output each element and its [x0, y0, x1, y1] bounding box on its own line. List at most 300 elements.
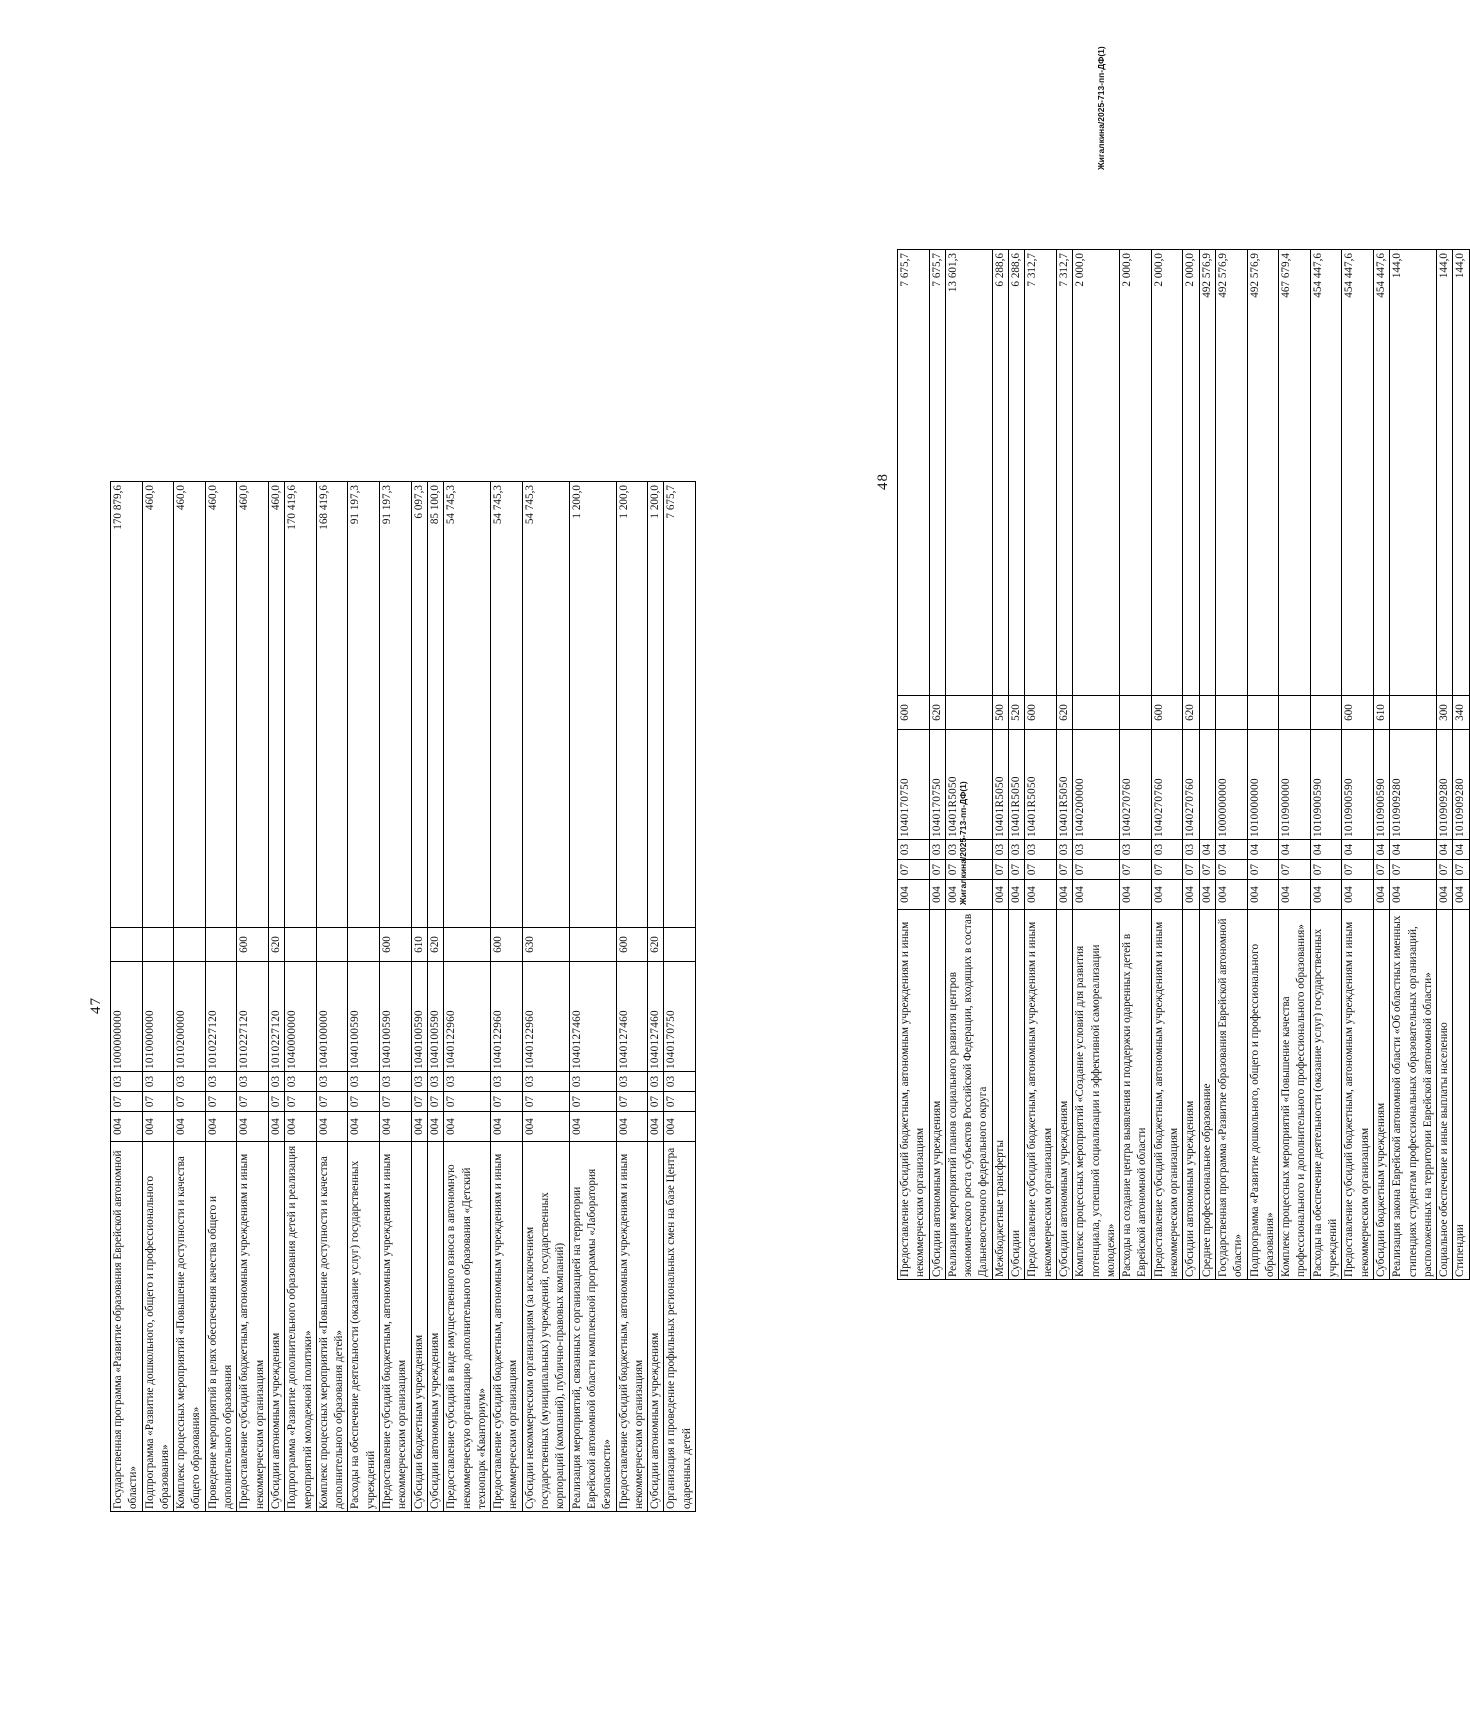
row-vr-cell: 600	[491, 928, 523, 962]
row-name-cell: Реализация мероприятий планов социального развития центров экономического роста субъектов Российской Федерации, входящих в состав Дальневосточного федерального округа	[945, 910, 992, 1280]
budget-table-body	[111, 482, 696, 1512]
row-csr-cell: 1010000000	[142, 962, 174, 1072]
table-row	[1342, 250, 1374, 1280]
row-pr-cell: 03	[1183, 840, 1199, 860]
row-vr-cell: 610	[1373, 696, 1389, 730]
row-name-cell: Подпрограмма «Развитие дошкольного, общего и профессионального образования»	[142, 1142, 174, 1512]
row-csr-cell: 1000000000	[1215, 730, 1247, 840]
row-vr-cell	[1247, 696, 1279, 730]
row-rz-cell: 07	[616, 1092, 648, 1112]
row-rz-cell: 07	[1183, 860, 1199, 880]
row-vr-cell: 610	[411, 928, 427, 962]
row-rz-cell: 07	[142, 1092, 174, 1112]
page-number: 48	[875, 473, 891, 490]
row-rz-cell: 07	[1215, 860, 1247, 880]
row-name-cell: Подпрограмма «Развитие дошкольного, общего и профессионального образования»	[1247, 910, 1279, 1280]
table-row	[992, 250, 1008, 1280]
row-gr-cell: 004	[427, 1112, 443, 1142]
row-vr-cell: 620	[427, 928, 443, 962]
row-vr-cell	[444, 928, 491, 962]
row-name-cell: Предоставление субсидий бюджетным, автономным учреждениям и иным некоммерческим организациям	[898, 910, 930, 1280]
row-rz-cell: 07	[427, 1092, 443, 1112]
row-gr-cell: 004	[1025, 880, 1057, 910]
row-pr-cell: 04	[1453, 840, 1469, 860]
table-row	[569, 482, 616, 1512]
row-vr-cell: 620	[268, 928, 284, 962]
row-vr-cell	[1310, 696, 1342, 730]
row-rz-cell: 07	[380, 1092, 412, 1112]
row-vr-cell: 600	[1151, 696, 1183, 730]
row-rz-cell: 07	[174, 1092, 206, 1112]
row-gr-cell: 004	[929, 880, 945, 910]
row-vr-cell	[348, 928, 380, 962]
table-row	[316, 482, 348, 1512]
row-pr-cell: 03	[268, 1072, 284, 1092]
row-gr-cell: 004	[1247, 880, 1279, 910]
row-name-cell: Субсидии автономным учреждениям	[648, 1142, 664, 1512]
row-sum-cell: 144,0	[1453, 250, 1469, 696]
row-vr-cell: 600	[898, 696, 930, 730]
row-vr-cell	[1199, 696, 1215, 730]
row-gr-cell: 004	[664, 1112, 696, 1142]
row-rz-cell: 07	[992, 860, 1008, 880]
row-sum-cell: 2 000,0	[1183, 250, 1199, 696]
row-gr-cell: 004	[205, 1112, 237, 1142]
row-name-cell: Стипендии	[1453, 910, 1469, 1280]
row-pr-cell: 03	[945, 840, 992, 860]
row-sum-cell: 492 576,9	[1247, 250, 1279, 696]
row-rz-cell: 07	[1390, 860, 1437, 880]
row-vr-cell: 620	[929, 696, 945, 730]
row-gr-cell: 004	[616, 1112, 648, 1142]
row-pr-cell: 03	[929, 840, 945, 860]
row-rz-cell: 07	[569, 1092, 616, 1112]
row-gr-cell: 004	[285, 1112, 317, 1142]
row-gr-cell: 004	[898, 880, 930, 910]
row-csr-cell: 1010227120	[205, 962, 237, 1072]
row-pr-cell: 03	[491, 1072, 523, 1092]
row-rz-cell: 07	[111, 1092, 143, 1112]
row-pr-cell: 03	[664, 1072, 696, 1092]
table-row	[174, 482, 206, 1512]
table-row	[348, 482, 380, 1512]
row-vr-cell: 600	[237, 928, 269, 962]
row-rz-cell: 07	[1199, 860, 1215, 880]
row-gr-cell: 004	[1073, 880, 1120, 910]
row-gr-cell: 004	[1373, 880, 1389, 910]
row-pr-cell: 04	[1310, 840, 1342, 860]
row-sum-cell: 460,0	[174, 482, 206, 928]
row-pr-cell: 04	[1390, 840, 1437, 860]
row-sum-cell: 460,0	[268, 482, 284, 928]
row-vr-cell	[1215, 696, 1247, 730]
row-pr-cell: 03	[444, 1072, 491, 1092]
row-csr-cell: 1040100590	[380, 962, 412, 1072]
row-vr-cell: 600	[616, 928, 648, 962]
row-sum-cell: 1 200,0	[648, 482, 664, 928]
row-rz-cell: 07	[1453, 860, 1469, 880]
row-rz-cell: 07	[316, 1092, 348, 1112]
table-row	[898, 250, 930, 1280]
row-name-cell: Субсидии бюджетным учреждениям	[411, 1142, 427, 1512]
row-pr-cell: 03	[1056, 840, 1072, 860]
row-vr-cell	[945, 696, 992, 730]
row-gr-cell: 004	[380, 1112, 412, 1142]
row-gr-cell: 004	[316, 1112, 348, 1142]
table-row	[142, 482, 174, 1512]
row-csr-cell: 1040127460	[616, 962, 648, 1072]
row-name-cell: Предоставление субсидий в виде имущественного взноса в автономную некоммерческую организацию дополнительного образования «Детский технопарк «Кванториум»	[444, 1142, 491, 1512]
row-rz-cell: 07	[268, 1092, 284, 1112]
row-vr-cell	[569, 928, 616, 962]
row-sum-cell: 170 879,6	[111, 482, 143, 928]
row-name-cell: Государственная программа «Развитие образования Еврейской автономной области»	[1215, 910, 1247, 1280]
table-row	[1183, 250, 1199, 1280]
row-csr-cell: 1040127460	[648, 962, 664, 1072]
row-pr-cell: 03	[898, 840, 930, 860]
row-vr-cell	[111, 928, 143, 962]
row-gr-cell: 004	[569, 1112, 616, 1142]
row-csr-cell: 10401R5050	[1025, 730, 1057, 840]
row-gr-cell: 004	[142, 1112, 174, 1142]
table-row	[444, 482, 491, 1512]
row-name-cell: Комплекс процессных мероприятий «Повышение доступности и качества дополнительного образования детей»	[316, 1142, 348, 1512]
row-gr-cell: 004	[348, 1112, 380, 1142]
row-name-cell: Субсидии бюджетным учреждениям	[1373, 910, 1389, 1280]
row-pr-cell: 03	[411, 1072, 427, 1092]
table-row	[1453, 250, 1469, 1280]
table-row	[1073, 250, 1120, 1280]
row-csr-cell: 1010200000	[174, 962, 206, 1072]
row-sum-cell: 2 000,0	[1151, 250, 1183, 696]
row-rz-cell: 07	[1373, 860, 1389, 880]
row-csr-cell: 1040100590	[427, 962, 443, 1072]
row-sum-cell: 144,0	[1390, 250, 1437, 696]
row-vr-cell: 520	[1009, 696, 1025, 730]
row-sum-cell: 170 419,6	[285, 482, 317, 928]
budget-table	[897, 249, 1470, 1280]
row-pr-cell: 03	[648, 1072, 664, 1092]
row-csr-cell: 1010909280	[1437, 730, 1453, 840]
row-gr-cell: 004	[1437, 880, 1453, 910]
row-vr-cell: 620	[648, 928, 664, 962]
row-gr-cell: 004	[444, 1112, 491, 1142]
row-name-cell: Подпрограмма «Развитие дополнительного образования детей и реализация мероприятий молодежной политики»	[285, 1142, 317, 1512]
row-pr-cell: 03	[1009, 840, 1025, 860]
row-csr-cell: 10401R5050	[945, 730, 992, 840]
row-gr-cell: 004	[111, 1112, 143, 1142]
row-sum-cell: 54 745,3	[522, 482, 569, 928]
row-sum-cell: 492 576,9	[1215, 250, 1247, 696]
row-vr-cell: 600	[1025, 696, 1057, 730]
table-row	[111, 482, 143, 1512]
row-pr-cell: 03	[427, 1072, 443, 1092]
row-sum-cell: 2 000,0	[1120, 250, 1152, 696]
row-pr-cell: 03	[380, 1072, 412, 1092]
table-row	[1437, 250, 1453, 1280]
row-name-cell: Субсидии автономным учреждениям	[268, 1142, 284, 1512]
row-rz-cell: 07	[1056, 860, 1072, 880]
row-name-cell: Расходы на обеспечение деятельности (оказание услуг) государственных учреждений	[348, 1142, 380, 1512]
budget-table	[110, 481, 696, 1512]
row-vr-cell: 620	[1056, 696, 1072, 730]
row-sum-cell: 7 312,7	[1056, 250, 1072, 696]
row-gr-cell: 004	[945, 880, 992, 910]
table-row	[205, 482, 237, 1512]
row-pr-cell: 04	[1437, 840, 1453, 860]
row-pr-cell: 03	[1073, 840, 1120, 860]
row-vr-cell	[1390, 696, 1437, 730]
table-row	[648, 482, 664, 1512]
row-csr-cell: 1040200000	[1073, 730, 1120, 840]
row-gr-cell: 004	[1390, 880, 1437, 910]
row-rz-cell: 07	[1247, 860, 1279, 880]
row-name-cell: Предоставление субсидий бюджетным, автономным учреждениям и иным некоммерческим организациям	[1342, 910, 1374, 1280]
row-name-cell: Субсидии	[1009, 910, 1025, 1280]
row-rz-cell: 07	[1279, 860, 1311, 880]
row-sum-cell: 460,0	[237, 482, 269, 928]
row-csr-cell	[1199, 730, 1215, 840]
table-row	[929, 250, 945, 1280]
row-vr-cell	[1279, 696, 1311, 730]
row-vr-cell	[285, 928, 317, 962]
row-rz-cell: 07	[929, 860, 945, 880]
row-sum-cell: 467 679,4	[1279, 250, 1311, 696]
row-sum-cell: 91 197,3	[380, 482, 412, 928]
table-row	[1310, 250, 1342, 1280]
row-csr-cell: 1000000000	[111, 962, 143, 1072]
row-gr-cell: 004	[174, 1112, 206, 1142]
row-sum-cell: 91 197,3	[348, 482, 380, 928]
row-gr-cell: 004	[1453, 880, 1469, 910]
row-rz-cell: 07	[664, 1092, 696, 1112]
row-pr-cell: 03	[285, 1072, 317, 1092]
row-vr-cell: 340	[1453, 696, 1469, 730]
row-gr-cell: 004	[268, 1112, 284, 1142]
row-pr-cell: 03	[111, 1072, 143, 1092]
table-row	[522, 482, 569, 1512]
row-rz-cell: 07	[411, 1092, 427, 1112]
row-name-cell: Организация и проведение профильных региональных смен на базе Центра одаренных детей	[664, 1142, 696, 1512]
row-pr-cell: 03	[1120, 840, 1152, 860]
document-footer: Жигалкина/2025-713-пп-ДФ(1)	[958, 781, 968, 905]
row-sum-cell: 7 675,7	[898, 250, 930, 696]
row-name-cell: Государственная программа «Развитие образования Еврейской автономной области»	[111, 1142, 143, 1512]
row-csr-cell: 1040127460	[569, 962, 616, 1072]
row-csr-cell: 1040170750	[664, 962, 696, 1072]
table-row	[1120, 250, 1152, 1280]
row-vr-cell	[142, 928, 174, 962]
row-csr-cell: 1040170750	[898, 730, 930, 840]
row-pr-cell: 03	[174, 1072, 206, 1092]
row-csr-cell: 1010900590	[1373, 730, 1389, 840]
row-name-cell: Субсидии некоммерческим организациям (за исключением государственных (муниципальных) учреждений, государственных корпораций (компаний), публично-правовых компаний)	[522, 1142, 569, 1512]
row-name-cell: Субсидии автономным учреждениям	[929, 910, 945, 1280]
row-gr-cell: 004	[411, 1112, 427, 1142]
row-csr-cell: 1010900590	[1310, 730, 1342, 840]
row-rz-cell: 07	[1151, 860, 1183, 880]
row-rz-cell: 07	[945, 860, 992, 880]
row-vr-cell	[316, 928, 348, 962]
row-pr-cell: 03	[1151, 840, 1183, 860]
row-rz-cell: 07	[205, 1092, 237, 1112]
row-name-cell: Комплекс процессных мероприятий «Создание условий для развития потенциала, успешной социализации и эффективной самореализации молодежи»	[1073, 910, 1120, 1280]
row-gr-cell: 004	[1310, 880, 1342, 910]
row-vr-cell: 600	[380, 928, 412, 962]
row-csr-cell: 1040122960	[491, 962, 523, 1072]
row-csr-cell: 1040270760	[1151, 730, 1183, 840]
table-row	[1390, 250, 1437, 1280]
row-name-cell: Субсидии автономным учреждениям	[427, 1142, 443, 1512]
row-name-cell: Расходы на создание центра выявления и поддержки одаренных детей в Еврейской автономной области	[1120, 910, 1152, 1280]
table-row	[285, 482, 317, 1512]
table-row	[1199, 250, 1215, 1280]
row-csr-cell: 1040100000	[316, 962, 348, 1072]
row-sum-cell: 6 288,6	[1009, 250, 1025, 696]
row-name-cell: Комплекс процессных мероприятий «Повышение доступности и качества общего образования»	[174, 1142, 206, 1512]
table-row	[1279, 250, 1311, 1280]
row-csr-cell: 1010909280	[1390, 730, 1437, 840]
row-gr-cell: 004	[1009, 880, 1025, 910]
row-gr-cell: 004	[1215, 880, 1247, 910]
row-name-cell: Субсидии автономным учреждениям	[1183, 910, 1199, 1280]
row-rz-cell: 07	[648, 1092, 664, 1112]
row-vr-cell	[664, 928, 696, 962]
row-vr-cell: 300	[1437, 696, 1453, 730]
row-name-cell: Предоставление субсидий бюджетным, автономным учреждениям и иным некоммерческим организациям	[1025, 910, 1057, 1280]
row-gr-cell: 004	[1183, 880, 1199, 910]
row-sum-cell: 54 745,3	[444, 482, 491, 928]
row-vr-cell: 500	[992, 696, 1008, 730]
row-rz-cell: 07	[1120, 860, 1152, 880]
row-rz-cell: 07	[1009, 860, 1025, 880]
row-name-cell: Реализация мероприятий, связанных с организацией на территории Еврейской автономной области комплексной программы «Лаборатория безопасности»	[569, 1142, 616, 1512]
table-row	[411, 482, 427, 1512]
row-name-cell: Предоставление субсидий бюджетным, автономным учреждениям и иным некоммерческим организациям	[237, 1142, 269, 1512]
row-sum-cell: 1 200,0	[569, 482, 616, 928]
row-rz-cell: 07	[1342, 860, 1374, 880]
row-pr-cell: 03	[348, 1072, 380, 1092]
row-gr-cell: 004	[648, 1112, 664, 1142]
row-csr-cell: 1010909280	[1453, 730, 1469, 840]
table-row	[664, 482, 696, 1512]
row-pr-cell: 03	[142, 1072, 174, 1092]
row-vr-cell: 630	[522, 928, 569, 962]
row-csr-cell: 1010000000	[1247, 730, 1279, 840]
row-pr-cell: 04	[1247, 840, 1279, 860]
row-rz-cell: 07	[522, 1092, 569, 1112]
row-name-cell: Предоставление субсидий бюджетным, автономным учреждениям и иным некоммерческим организациям	[616, 1142, 648, 1512]
row-gr-cell: 004	[491, 1112, 523, 1142]
row-csr-cell: 1040000000	[285, 962, 317, 1072]
row-csr-cell: 1040100590	[348, 962, 380, 1072]
table-row	[1247, 250, 1279, 1280]
row-name-cell: Социальное обеспечение и иные выплаты населению	[1437, 910, 1453, 1280]
page-number: 47	[88, 997, 104, 1014]
row-pr-cell: 03	[992, 840, 1008, 860]
row-rz-cell: 07	[444, 1092, 491, 1112]
row-rz-cell: 07	[491, 1092, 523, 1112]
table-row	[268, 482, 284, 1512]
row-sum-cell: 492 576,9	[1199, 250, 1215, 696]
row-pr-cell: 03	[1025, 840, 1057, 860]
row-sum-cell: 168 419,6	[316, 482, 348, 928]
row-csr-cell: 1010900000	[1279, 730, 1311, 840]
table-row	[427, 482, 443, 1512]
table-row	[1056, 250, 1072, 1280]
row-gr-cell: 004	[1279, 880, 1311, 910]
row-sum-cell: 2 000,0	[1073, 250, 1120, 696]
row-csr-cell: 10401R5050	[1056, 730, 1072, 840]
row-rz-cell: 07	[348, 1092, 380, 1112]
row-csr-cell: 1010900590	[1342, 730, 1374, 840]
row-pr-cell: 04	[1199, 840, 1215, 860]
row-sum-cell: 460,0	[205, 482, 237, 928]
row-csr-cell: 1040122960	[444, 962, 491, 1072]
row-pr-cell: 04	[1279, 840, 1311, 860]
row-vr-cell	[1120, 696, 1152, 730]
row-csr-cell: 1040170750	[929, 730, 945, 840]
table-row	[1373, 250, 1389, 1280]
row-rz-cell: 07	[237, 1092, 269, 1112]
row-sum-cell: 85 100,0	[427, 482, 443, 928]
row-csr-cell: 1010227120	[237, 962, 269, 1072]
row-name-cell: Комплекс процессных мероприятий «Повышение качества профессионального и дополнительного профессионального образования»	[1279, 910, 1311, 1280]
row-sum-cell: 460,0	[142, 482, 174, 928]
table-row	[491, 482, 523, 1512]
row-csr-cell: 1040270760	[1120, 730, 1152, 840]
row-pr-cell: 04	[1342, 840, 1374, 860]
table-row	[1025, 250, 1057, 1280]
row-gr-cell: 004	[237, 1112, 269, 1142]
row-sum-cell: 7 312,7	[1025, 250, 1057, 696]
row-gr-cell: 004	[522, 1112, 569, 1142]
row-sum-cell: 454 447,6	[1342, 250, 1374, 696]
document-footer: Жигалкина/2025-713-пп-ДФ(1)	[1096, 46, 1106, 170]
row-gr-cell: 004	[1056, 880, 1072, 910]
row-pr-cell: 04	[1373, 840, 1389, 860]
row-sum-cell: 54 745,3	[491, 482, 523, 928]
row-csr-cell: 1010227120	[268, 962, 284, 1072]
row-pr-cell: 03	[616, 1072, 648, 1092]
row-gr-cell: 004	[1199, 880, 1215, 910]
row-vr-cell: 620	[1183, 696, 1199, 730]
row-csr-cell: 1040122960	[522, 962, 569, 1072]
row-rz-cell: 07	[898, 860, 930, 880]
row-name-cell: Предоставление субсидий бюджетным, автономным учреждениям и иным некоммерческим организациям	[1151, 910, 1183, 1280]
row-gr-cell: 004	[1342, 880, 1374, 910]
page-48	[875, 250, 1467, 1280]
row-rz-cell: 07	[1437, 860, 1453, 880]
row-vr-cell	[1073, 696, 1120, 730]
row-name-cell: Субсидии автономным учреждениям	[1056, 910, 1072, 1280]
row-sum-cell: 144,0	[1437, 250, 1453, 696]
row-pr-cell: 03	[316, 1072, 348, 1092]
row-pr-cell: 03	[237, 1072, 269, 1092]
row-name-cell: Реализация закона Еврейской автономной области «Об областных именных стипендиях студентам профессиональных образовательных организаций, расположенных на территории Еврейской автономной области»	[1390, 910, 1437, 1280]
page-47	[88, 482, 693, 1512]
row-vr-cell	[174, 928, 206, 962]
row-rz-cell: 07	[1310, 860, 1342, 880]
row-rz-cell: 07	[1025, 860, 1057, 880]
row-name-cell: Межбюджетные трансферты	[992, 910, 1008, 1280]
table-row	[1151, 250, 1183, 1280]
row-gr-cell: 004	[1120, 880, 1152, 910]
row-vr-cell: 600	[1342, 696, 1374, 730]
budget-table-body	[898, 250, 1470, 1280]
row-vr-cell	[205, 928, 237, 962]
table-row	[380, 482, 412, 1512]
